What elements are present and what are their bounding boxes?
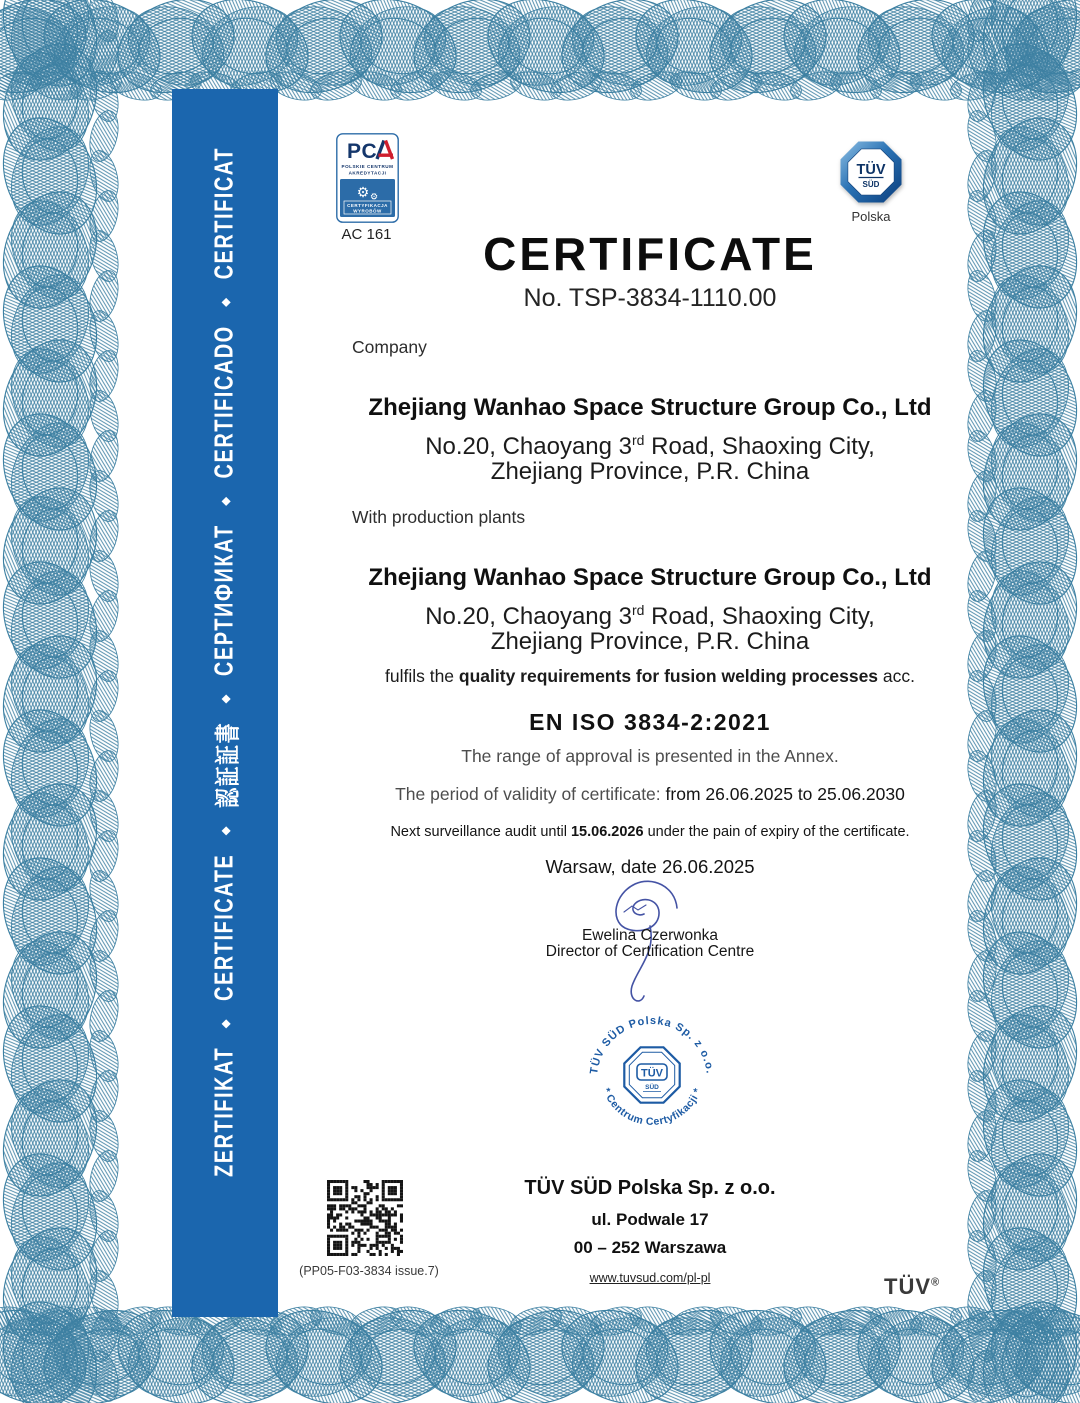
tuv-logo-caption: Polska	[851, 209, 891, 224]
tuv-sud-logo	[836, 137, 906, 207]
company-stamp	[584, 1007, 720, 1143]
plant-address1-post: Road, Shaoxing City,	[644, 603, 875, 630]
sidebar-word: CERTIFICAT	[210, 147, 239, 280]
company-address1-pre: No.20, Chaoyang 3	[425, 433, 632, 460]
page-title: CERTIFICATE	[483, 228, 817, 280]
diamond-separator-icon: ◆	[219, 1019, 232, 1029]
sidebar-word: CERTIFICATE	[210, 853, 239, 1001]
form-reference: (PP05-F03-3834 issue.7)	[299, 1264, 439, 1278]
tuv-logo-top-text: TÜV	[856, 162, 886, 178]
pca-acronym-pc: PC	[347, 140, 378, 163]
sidebar-word: 認証証書	[214, 721, 243, 808]
standard-reference: EN ISO 3834-2:2021	[529, 709, 771, 735]
pca-box-line1: CERTYFIKACJA	[347, 202, 388, 208]
diamond-separator-icon: ◆	[219, 497, 232, 506]
plants-label: With production plants	[352, 507, 526, 527]
statement-scope: quality requirements for fusion welding processes	[458, 666, 879, 686]
website-link[interactable]: www.tuvsud.com/pl-pl	[589, 1271, 711, 1285]
plant-address1-sup: rd	[632, 602, 645, 618]
tuv-wordmark-text: TÜV	[884, 1274, 931, 1299]
company-label: Company	[352, 337, 427, 357]
validity-period	[278, 784, 1022, 805]
stamp-center-top: TÜV	[641, 1067, 663, 1080]
company-address-line2: Zhejiang Province, P.R. China	[490, 458, 810, 485]
sidebar-band	[172, 89, 278, 1317]
plant-address-line2: Zhejiang Province, P.R. China	[490, 628, 810, 655]
diamond-separator-icon: ◆	[219, 298, 232, 307]
stamp-center-bottom: SÜD	[645, 1084, 659, 1091]
pca-caption-line1: POLSKIE CENTRUM	[341, 164, 394, 169]
diamond-separator-icon: ◆	[219, 694, 232, 704]
sidebar-word: ZERTIFIKAT	[210, 1046, 239, 1177]
surveillance-note	[278, 824, 1022, 840]
sidebar-multilingual-text	[210, 147, 243, 1177]
registered-mark: ®	[931, 1276, 941, 1289]
signatory-title: Director of Certification Centre	[545, 943, 755, 960]
statement-post: acc.	[878, 666, 916, 686]
validity-label: The period of validity of certificate:	[395, 784, 666, 804]
company-name: Zhejiang Wanhao Space Structure Group Co., Ltd	[368, 394, 932, 421]
validity-dates: from 26.06.2025 to 25.06.2030	[665, 784, 905, 804]
plant-name: Zhejiang Wanhao Space Structure Group Co., Ltd	[368, 564, 932, 591]
stamp-bottom-arc-text: * Centrum Certyfikacji *	[599, 1086, 705, 1128]
pca-caption-line2: AKREDYTACJI	[348, 170, 387, 176]
accreditation-number: AC 161	[341, 226, 392, 243]
svg-text:TÜV SÜD Polska Sp. z o.o.	[588, 1015, 716, 1075]
signatory-name: Ewelina Czerwonka	[581, 927, 719, 944]
statement-pre: fulfils the	[384, 666, 459, 686]
gear-icon: ⚙	[369, 191, 379, 202]
footer-city: 00 – 252 Warszawa	[573, 1238, 727, 1257]
plant-address-line1	[278, 596, 1022, 631]
sidebar-word: CERTIFICADO	[210, 325, 239, 479]
diamond-separator-icon: ◆	[219, 826, 232, 836]
footer-company: TÜV SÜD Polska Sp. z o.o.	[524, 1177, 776, 1199]
stamp-top-arc-text: TÜV SÜD Polska Sp. z o.o.	[588, 1014, 716, 1075]
fulfils-statement	[278, 666, 1022, 687]
company-address1-post: Road, Shaoxing City,	[644, 433, 875, 460]
footer-street: ul. Podwale 17	[591, 1210, 709, 1229]
surveillance-post: under the pain of expiry of the certificate.	[643, 824, 910, 840]
svg-text:* Centrum Certyfikacji *	[600, 1086, 704, 1128]
plant-address1-pre: No.20, Chaoyang 3	[425, 603, 632, 630]
surveillance-pre: Next surveillance audit until	[390, 824, 571, 840]
sidebar-word: СЕРТИФИКАТ	[210, 524, 239, 677]
tuv-wordmark	[884, 1274, 940, 1300]
surveillance-date: 15.06.2026	[570, 824, 644, 840]
company-address-line1	[278, 426, 1022, 461]
issue-place-date: Warsaw, date 26.06.2025	[545, 856, 755, 877]
tuv-logo-bottom-text: SÜD	[862, 180, 880, 189]
pca-box-line2: WYROBÓW	[353, 208, 382, 214]
annex-note: The range of approval is presented in the Annex.	[461, 746, 839, 766]
pca-accreditation-logo	[336, 133, 399, 223]
company-address1-sup: rd	[632, 432, 645, 448]
pca-letter-a-bar	[379, 154, 394, 157]
certificate-number: No. TSP-3834-1110.00	[523, 284, 777, 312]
gear-icon: ⚙	[356, 184, 370, 200]
